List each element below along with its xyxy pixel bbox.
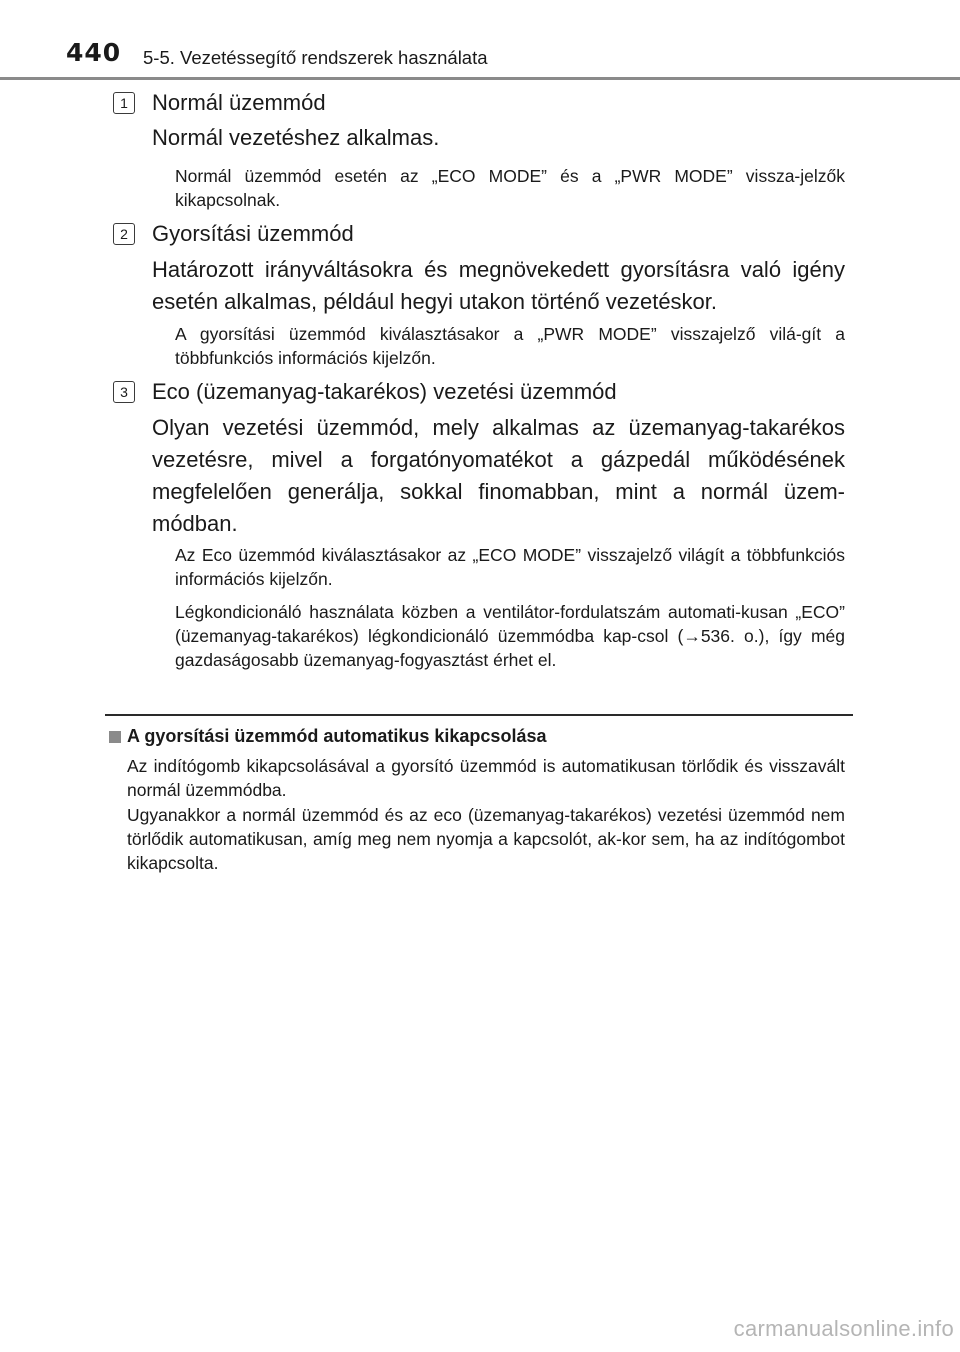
item-title: Gyorsítási üzemmód (152, 221, 354, 246)
item-title: Normál üzemmód (152, 90, 326, 115)
item-body: Olyan vezetési üzemmód, mely alkalmas az üzemanyag-takarékos vezetésre, mivel a forgatónyomatékot a gázpedál működésének megfelelően generálja, sokkal finomabban, mint a normál üzem-módban. (152, 415, 845, 536)
item-number-badge: 2 (113, 223, 135, 245)
item-note: Az Eco üzemmód kiválasztásakor az „ECO MODE” visszajelző világít a többfunkciós információs kijelzőn. (175, 545, 845, 589)
item-number-badge: 3 (113, 381, 135, 403)
item-body: Határozott irányváltásokra és megnövekedett gyorsításra való igény esetén alkalmas, például hegyi utakon történő vezetéskor. (152, 257, 845, 314)
item-body: Normál vezetéshez alkalmas. (152, 125, 440, 150)
item-title: Eco (üzemanyag-takarékos) vezetési üzemmód (152, 379, 617, 404)
page-header (0, 0, 960, 80)
watermark: carmanualsonline.info (733, 1316, 954, 1341)
page-number: 440 (66, 38, 122, 67)
header-divider (0, 77, 960, 80)
item-note: Légkondicionáló használata közben a ventilátor-fordulatszám automati-kusan „ECO” (üzemanyag-takarékos) légkondicionáló üzemmódba kap-csol (→536. o.), így még gazdaságosabb üzemanyag-fogyasztást érhet el. (175, 602, 845, 670)
section-paragraph: Az indítógomb kikapcsolásával a gyorsító üzemmód is automatikusan törlődik és visszavált normál üzemmódba. (127, 756, 845, 800)
section-divider (105, 714, 853, 716)
chapter-title: 5-5. Vezetéssegítő rendszerek használata (143, 47, 488, 68)
section-bullet-icon (109, 731, 121, 743)
item-note: Normál üzemmód esetén az „ECO MODE” és a „PWR MODE” vissza-jelzők kikapcsolnak. (175, 166, 845, 210)
section-paragraph: Ugyanakkor a normál üzemmód és az eco (üzemanyag-takarékos) vezetési üzemmód nem törlődik automatikusan, amíg meg nem nyomja a kapcsolót, ak-kor sem, ha az indítógombot kikapcsolta. (127, 805, 845, 873)
item-note: A gyorsítási üzemmód kiválasztásakor a „PWR MODE” visszajelző vilá-gít a többfunkciós információs kijelzőn. (175, 324, 845, 368)
section-heading: A gyorsítási üzemmód automatikus kikapcsolása (127, 726, 547, 746)
item-number-badge: 1 (113, 92, 135, 114)
